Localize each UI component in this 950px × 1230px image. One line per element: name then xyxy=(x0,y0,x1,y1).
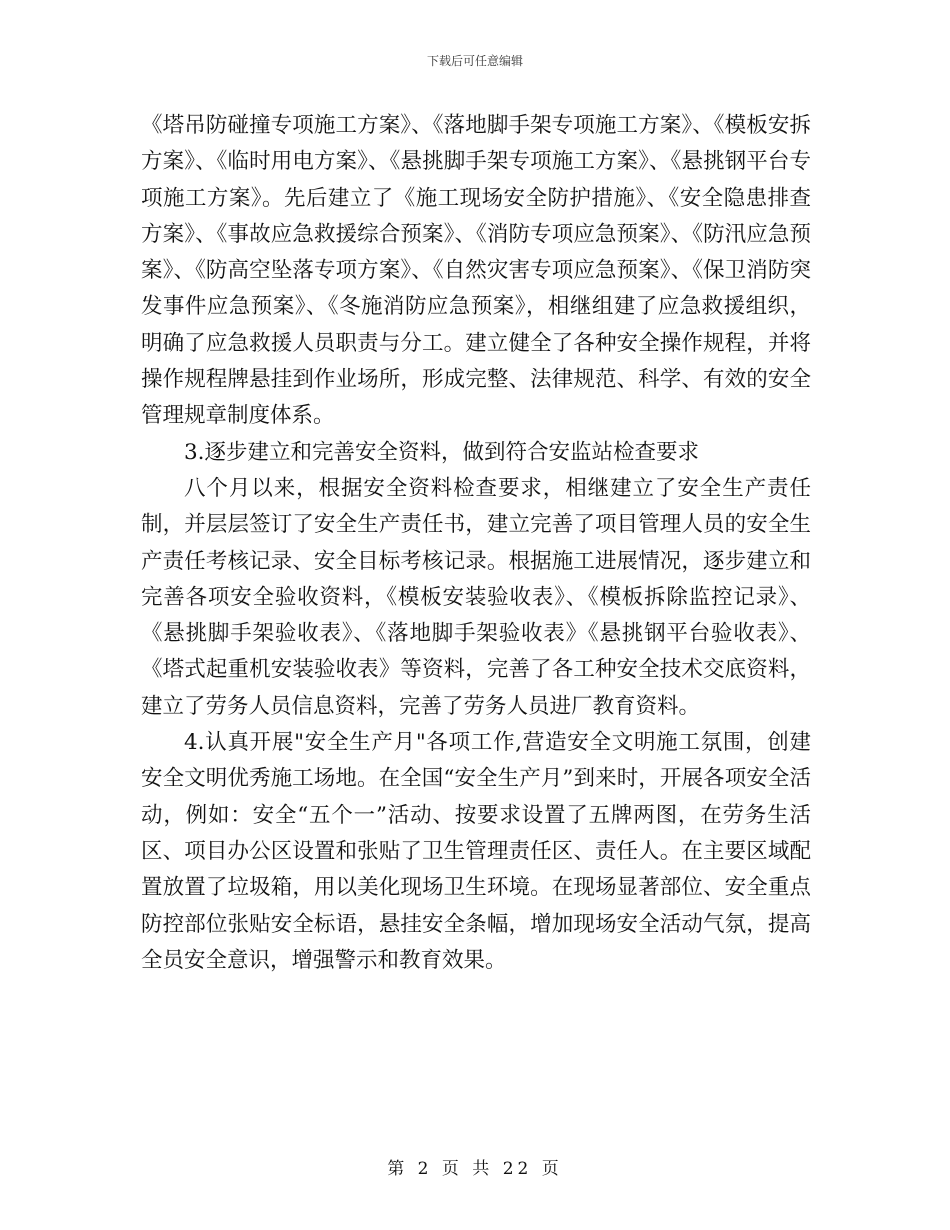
paragraph: 八个月以来，根据安全资料检查要求，相继建立了安全生产责任制，并层层签订了安全生产责任书，建立完善了项目管理人员的安全生产责任考核记录、安全目标考核记录。根据施工进展情况，逐步建立和完善各项安全验收资料，《模板安装验收表》、《模板拆除监控记录》、《悬挑脚手架验收表》、《落地脚手架验收表》《悬挑钢平台验收表》、《塔式起重机安装验收表》等资料，完善了各工种安全技术交底资料，建立了劳务人员信息资料，完善了劳务人员进厂教育资料。 xyxy=(141,475,811,719)
document-body xyxy=(141,108,811,979)
page-footer: 第 2 页 共 22 页 xyxy=(387,1159,563,1179)
paragraph: 4.认真开展"安全生产月"各项工作,营造安全文明施工氛围，创建安全文明优秀施工场地。在全国“安全生产月”到来时，开展各项安全活动，例如：安全“五个一”活动、按要求设置了五牌两图，在劳务生活区、项目办公区设置和张贴了卫生管理责任区、责任人。在主要区域配置放置了垃圾箱，用以美化现场卫生环境。在现场显著部位、安全重点防控部位张贴安全标语，悬挂安全条幅，增加现场安全活动气氛，提高全员安全意识，增强警示和教育效果。 xyxy=(141,730,811,973)
page-header: 下载后可任意编辑 xyxy=(426,54,523,68)
paragraph: 《塔吊防碰撞专项施工方案》、《落地脚手架专项施工方案》、《模板安拆方案》、《临时用电方案》、《悬挑脚手架专项施工方案》、《悬挑钢平台专项施工方案》。先后建立了《施工现场安全防护措施》、《安全隐患排查方案》、《事故应急救援综合预案》、《消防专项应急预案》、《防汛应急预案》、《防高空坠落专项方案》、《自然灾害专项应急预案》、《保卫消防突发事件应急预案》、《冬施消防应急预案》，相继组建了应急救援组织，明确了应急救援人员职责与分工。建立健全了各种安全操作规程，并将操作规程牌悬挂到作业场所，形成完整、法律规范、科学、有效的安全管理规章制度体系。 xyxy=(141,113,811,429)
section-heading: 3.逐步建立和完善安全资料，做到符合安监站检查要求 xyxy=(184,439,700,465)
